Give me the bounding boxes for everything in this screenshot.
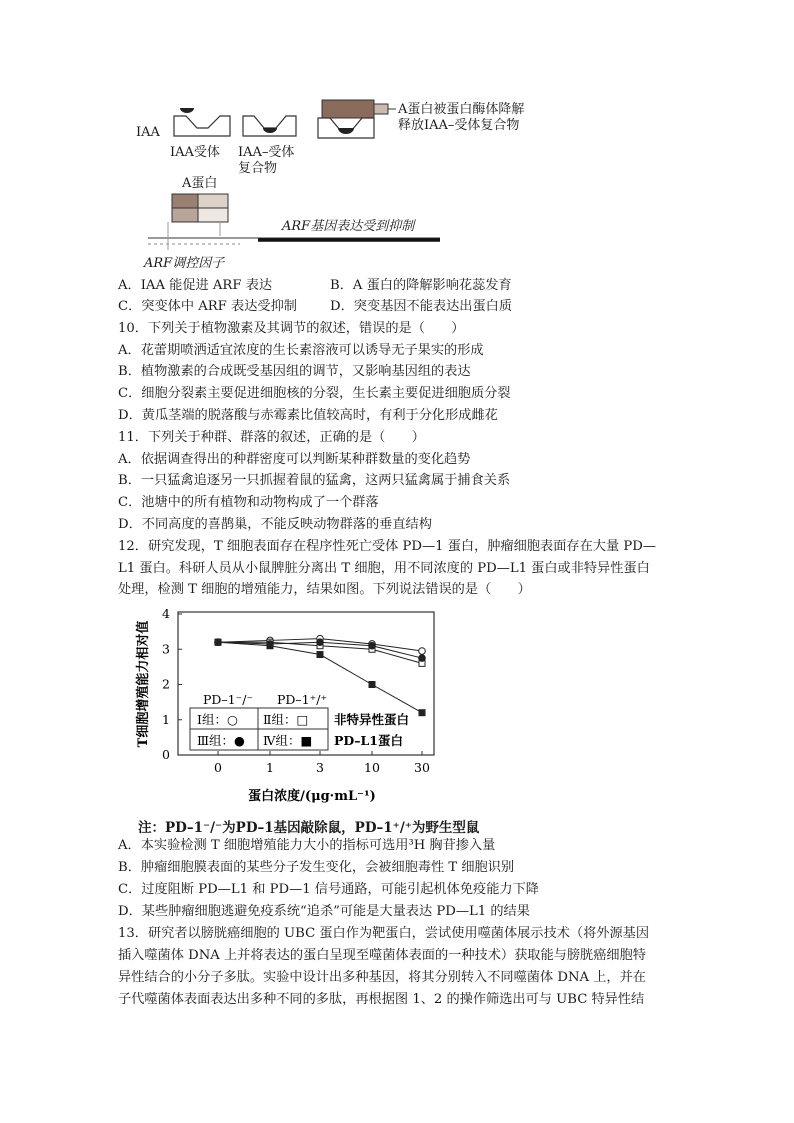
x-tick-label: 10 [364, 760, 380, 775]
q10-option-c[interactable]: C．细胞分裂素主要促进细胞核的分裂，生长素主要促进细胞质分裂 [118, 386, 511, 401]
x-axis-label: 蛋白浓度/(μg·mL⁻¹) [248, 789, 376, 804]
q12-stem-line3: 处理，检测 T 细胞的增殖能力，结果如图。下列说法错误的是（ ） [118, 582, 531, 597]
x-tick-label: 0 [214, 760, 222, 775]
data-point [419, 648, 426, 655]
x-tick-label: 3 [316, 760, 324, 775]
iaa-label: IAA [136, 125, 160, 140]
legend-g4: Ⅳ组：■ [263, 733, 313, 748]
q11-option-b[interactable]: B．一只猛禽追逐另一只抓握着鼠的猛禽，这两只猛禽属于捕食关系 [118, 473, 511, 488]
y-tick-label: 1 [162, 711, 170, 727]
q9-option-b[interactable]: B．A 蛋白的降解影响花蕊发育 [330, 278, 512, 293]
a-protein-left [172, 194, 198, 208]
a-protein-block-top [322, 100, 374, 118]
data-point [369, 642, 376, 649]
q10-option-d[interactable]: D．黄瓜茎端的脱落酸与赤霉素比值较高时，有利于分化形成雌花 [118, 408, 498, 423]
complex-label-2: 复合物 [238, 161, 278, 176]
legend-row1-label: 非特异性蛋白 [334, 712, 410, 727]
legend-col2-header: PD–1⁺/⁺ [277, 692, 328, 707]
arf-suppressed-label: ARF基因表达受到抑制 [282, 219, 415, 234]
legend-g3: Ⅲ组：● [197, 733, 245, 748]
y-tick-label: 0 [162, 747, 170, 762]
x-tick-label: 1 [266, 760, 274, 775]
y-tick-label: 3 [162, 641, 170, 657]
legend-g1: Ⅰ组：○ [197, 712, 238, 727]
iaa-receptor-label: IAA受体 [170, 145, 220, 160]
y-tick-label: 4 [162, 606, 170, 621]
arf-factor-label: ARF调控因子 [144, 256, 225, 271]
q9-option-d[interactable]: D．突变基因不能表达出蛋白质 [330, 299, 513, 314]
legend-row2-label: PD–L1蛋白 [334, 733, 403, 748]
y-axis-label: T细胞增殖能力相对值 [136, 620, 151, 748]
data-point [267, 643, 273, 649]
q11-stem: 11．下列关于种群、群落的叙述，正确的是（ ） [118, 430, 425, 445]
q12-option-d[interactable]: D．某些肿瘤细胞逃避免疫系统“追杀”可能是大量表达 PD—L1 的结果 [118, 904, 530, 919]
degrade-label-1: A蛋白被蛋白酶体降解 [398, 102, 525, 117]
q12-option-c[interactable]: C．过度阻断 PD—L1 和 PD—1 信号通路，可能引起机体免疫能力下降 [118, 882, 539, 897]
legend-col1-header: PD–1⁻/⁻ [203, 692, 254, 707]
q12-stem-line1: 12．研究发现，T 细胞表面存在程序性死亡受体 PD—1 蛋白，肿瘤细胞表面存在大量 PD— [118, 539, 656, 554]
iaa-receptor-shape [174, 116, 230, 136]
degrade-label-2: 释放IAA–受体复合物 [398, 118, 520, 133]
chart-note: 注：PD–1⁻/⁻为PD–1基因敲除鼠，PD–1⁺/⁺为野生型鼠 [138, 820, 480, 836]
data-point [419, 710, 425, 716]
data-point [419, 655, 426, 662]
q13-line3: 异性结合的小分子多肽。实验中设计出多种基因，将其分别转入不同噬菌体 DNA 上，并在 [118, 970, 646, 985]
arf-factor-left [172, 208, 198, 222]
data-point [317, 652, 323, 658]
q11-option-c[interactable]: C．池塘中的所有植物和动物构成了一个群落 [118, 495, 379, 510]
q10-option-a[interactable]: A．花蕾期喷洒适宜浓度的生长素溶液可以诱导无子果实的形成 [118, 343, 484, 358]
complex-receptor-shape [243, 116, 296, 136]
legend-g2: Ⅱ组：□ [263, 712, 309, 727]
iaa-ligand-shape [180, 108, 194, 113]
q13-line1: 13．研究者以膀胱癌细胞的 UBC 蛋白作为靶蛋白，尝试使用噬菌体展示技术（将外源基因 [118, 926, 650, 941]
mechanism-diagram-shapes [0, 0, 794, 280]
data-point [369, 682, 375, 688]
q12-stem-line2: L1 蛋白。科研人员从小鼠脾脏分离出 T 细胞，用不同浓度的 PD—L1 蛋白或非特异性蛋白 [118, 561, 650, 576]
q13-line4: 子代噬菌体表面表达出多种不同的多肽，再根据图 1、2 的操作筛选出可与 UBC 特异性结 [118, 992, 645, 1007]
arf-factor-right [198, 208, 228, 222]
a-protein-right [198, 194, 228, 208]
q12-option-b[interactable]: B．肿瘤细胞膜表面的某些分子发生变化，会被细胞毒性 T 细胞识别 [118, 860, 515, 875]
data-point [215, 639, 221, 645]
a-protein-label: A蛋白 [182, 176, 218, 191]
q11-option-d[interactable]: D．不同高度的喜鹊巢，不能反映动物群落的垂直结构 [118, 517, 432, 532]
q10-option-b[interactable]: B．植物激素的合成既受基因组的调节，又影响基因组的表达 [118, 364, 471, 379]
y-tick-label: 2 [162, 676, 170, 692]
complex-label-1: IAA–受体 [238, 145, 295, 160]
x-tick-label: 30 [414, 760, 430, 775]
q9-option-c[interactable]: C．突变体中 ARF 表达受抑制 [118, 299, 297, 314]
a-protein-block-tail [374, 104, 388, 114]
data-point [317, 639, 324, 646]
q10-stem: 10．下列关于植物激素及其调节的叙述，错误的是（ ） [118, 321, 465, 336]
q12-option-a[interactable]: A．本实验检测 T 细胞增殖能力大小的指标可选用³H 胸苷掺入量 [118, 838, 496, 853]
q9-option-a[interactable]: A．IAA 能促进 ARF 表达 [118, 278, 273, 293]
q11-option-a[interactable]: A．依据调查得出的种群密度可以判断某种群数量的变化趋势 [118, 452, 471, 467]
q13-line2: 插入噬菌体 DNA 上并将表达的蛋白呈现至噬菌体表面的一种技术）获取能与膀胱癌细胞特 [118, 948, 646, 963]
proliferation-chart [0, 600, 794, 820]
